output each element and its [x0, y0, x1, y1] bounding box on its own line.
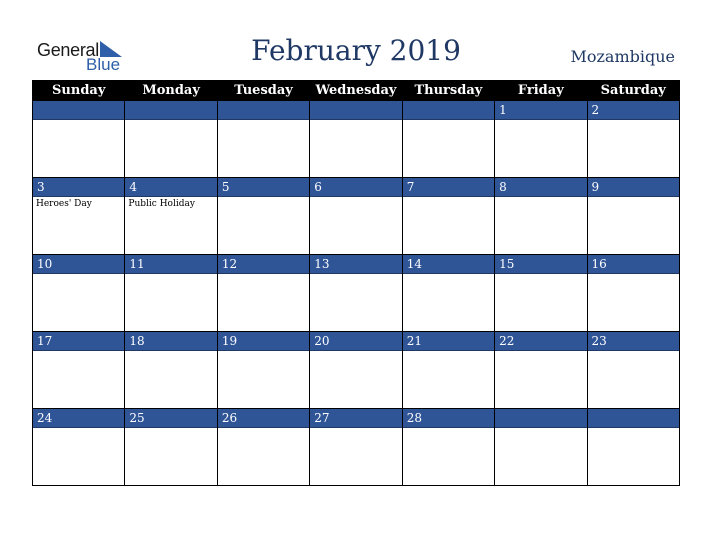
weekday-header-row: [33, 81, 680, 101]
weekday-tuesday: Tuesday: [218, 81, 310, 101]
day-cell: [310, 332, 402, 409]
week-row: [33, 332, 680, 409]
day-cell: [495, 178, 587, 255]
day-cell: [403, 178, 495, 255]
day-number: [495, 409, 586, 428]
page-title: February 2019: [251, 34, 461, 67]
day-number: 26: [218, 409, 309, 428]
logo-general-text: General: [37, 40, 99, 60]
day-number: 24: [33, 409, 124, 428]
day-cell: [218, 332, 310, 409]
day-cell: [125, 409, 217, 486]
weekday-wednesday: Wednesday: [310, 81, 402, 101]
week-row: [33, 178, 680, 255]
day-number: 10: [33, 255, 124, 274]
day-cell: [33, 255, 125, 332]
day-cell: [33, 332, 125, 409]
day-number: 13: [310, 255, 401, 274]
calendar-grid: [32, 80, 680, 486]
week-row: [33, 101, 680, 178]
day-cell: [403, 255, 495, 332]
day-number: 5: [218, 178, 309, 197]
day-number: 25: [125, 409, 216, 428]
day-cell: [495, 332, 587, 409]
day-number: 19: [218, 332, 309, 351]
day-cell: [310, 255, 402, 332]
day-number: 21: [403, 332, 494, 351]
day-cell: [125, 332, 217, 409]
day-number: [125, 101, 216, 120]
day-number: 7: [403, 178, 494, 197]
day-cell: [588, 332, 680, 409]
day-cell: [403, 332, 495, 409]
day-cell: [218, 178, 310, 255]
day-number: 8: [495, 178, 586, 197]
day-cell: [125, 255, 217, 332]
day-cell: [495, 255, 587, 332]
day-number: 2: [588, 101, 679, 120]
day-cell: [588, 101, 680, 178]
day-number: 22: [495, 332, 586, 351]
day-cell: [218, 101, 310, 178]
logo-blue-text: Blue: [86, 55, 121, 74]
day-cell: [125, 178, 217, 255]
day-number: 6: [310, 178, 401, 197]
day-number: 9: [588, 178, 679, 197]
day-number: 17: [33, 332, 124, 351]
holiday-label: Heroes' Day: [36, 199, 92, 209]
day-number: [218, 101, 309, 120]
day-number: 18: [125, 332, 216, 351]
day-cell: [495, 409, 587, 486]
day-cell: [588, 255, 680, 332]
day-cell: [310, 178, 402, 255]
weekday-friday: Friday: [495, 81, 587, 101]
day-number: 14: [403, 255, 494, 274]
day-cell: [33, 101, 125, 178]
day-number: [33, 101, 124, 120]
country-label: Mozambique: [570, 47, 675, 66]
weekday-monday: Monday: [125, 81, 217, 101]
day-number: 11: [125, 255, 216, 274]
day-cell: [403, 409, 495, 486]
day-number: [310, 101, 401, 120]
day-cell: [125, 101, 217, 178]
day-cell: [310, 101, 402, 178]
weekday-sunday: Sunday: [33, 81, 125, 101]
holiday-label: Public Holiday: [128, 199, 195, 209]
weekday-thursday: Thursday: [403, 81, 495, 101]
day-number: [403, 101, 494, 120]
day-number: 4: [125, 178, 216, 197]
day-cell: [218, 409, 310, 486]
day-cell: [588, 178, 680, 255]
day-number: 1: [495, 101, 586, 120]
day-cell: [310, 409, 402, 486]
day-cell: [495, 101, 587, 178]
day-number: 23: [588, 332, 679, 351]
day-number: 3: [33, 178, 124, 197]
week-row: [33, 409, 680, 486]
day-cell: [218, 255, 310, 332]
day-number: [588, 409, 679, 428]
day-number: 20: [310, 332, 401, 351]
day-cell: [588, 409, 680, 486]
weekday-saturday: Saturday: [588, 81, 680, 101]
day-cell: [33, 409, 125, 486]
day-number: 27: [310, 409, 401, 428]
week-row: [33, 255, 680, 332]
day-cell: [33, 178, 125, 255]
day-number: 12: [218, 255, 309, 274]
day-number: 15: [495, 255, 586, 274]
day-number: 16: [588, 255, 679, 274]
day-cell: [403, 101, 495, 178]
day-number: 28: [403, 409, 494, 428]
